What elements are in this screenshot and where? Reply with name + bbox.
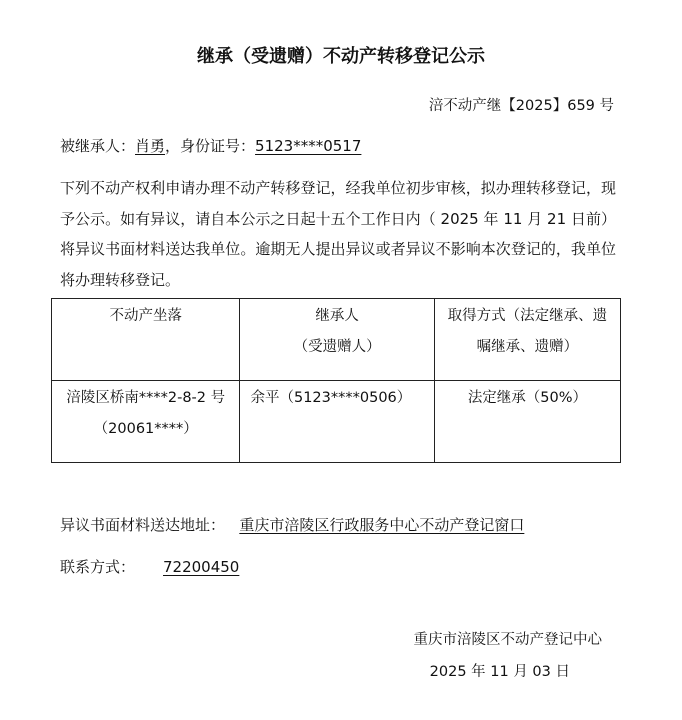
header-method-text: 取得方式（法定继承、遗: [447, 308, 608, 324]
header-heir-subtext: （受遗赠人）: [293, 339, 381, 355]
contact-label: 联系方式：: [60, 558, 136, 576]
method-text: 法定继承（50%）: [467, 390, 588, 406]
property-table: [51, 298, 621, 463]
table-row: [52, 381, 621, 463]
contact-value: 72200450: [163, 558, 240, 576]
header-location: [52, 299, 240, 381]
address-label: 异议书面材料送达地址：: [60, 516, 226, 534]
header-location-text: 不动产坐落: [109, 308, 182, 324]
decedent-name: 肖勇: [135, 137, 166, 155]
table-header-row: [52, 299, 621, 381]
decedent-label: 被继承人：: [60, 137, 136, 155]
announcement-body: 下列不动产权利申请办理不动产转移登记，经我单位初步审核，拟办理转移登记，现予公示。如有异议，请自本公示之日起十五个工作日内（ 2025 年 11 月 21 日前）将异议书面材料送达我单位。逾期无人提出异议或者异议不影响本次登记的，我单位将办理转移登记。: [60, 179, 616, 289]
document-title: 继承（受遗赠）不动产转移登记公示: [197, 46, 485, 67]
decedent-info: [60, 135, 361, 156]
issuing-authority: 重庆市涪陵区不动产登记中心: [413, 632, 602, 648]
issue-date: 2025 年 11 月 03 日: [429, 664, 570, 680]
cell-location: [52, 381, 240, 463]
header-heir-text: 继承人: [315, 308, 359, 324]
heir-text: 余平（5123****0506）: [250, 390, 412, 406]
id-label: ，身份证号：: [165, 137, 256, 155]
cell-heir: [240, 381, 434, 463]
header-heir: [240, 299, 434, 381]
cell-method: [434, 381, 620, 463]
location-code: （20061****）: [93, 421, 198, 437]
contact-info: [60, 556, 239, 577]
header-method-subtext: 嘱继承、遗赠）: [476, 339, 579, 355]
objection-address: [60, 514, 524, 535]
decedent-id-number: 5123****0517: [255, 137, 362, 155]
location-text: 涪陵区桥南****2-8-2 号: [66, 390, 226, 406]
document-number: 涪不动产继【2025】659 号: [428, 98, 614, 114]
header-method: [434, 299, 620, 381]
address-value: 重庆市涪陵区行政服务中心不动产登记窗口: [239, 516, 525, 534]
